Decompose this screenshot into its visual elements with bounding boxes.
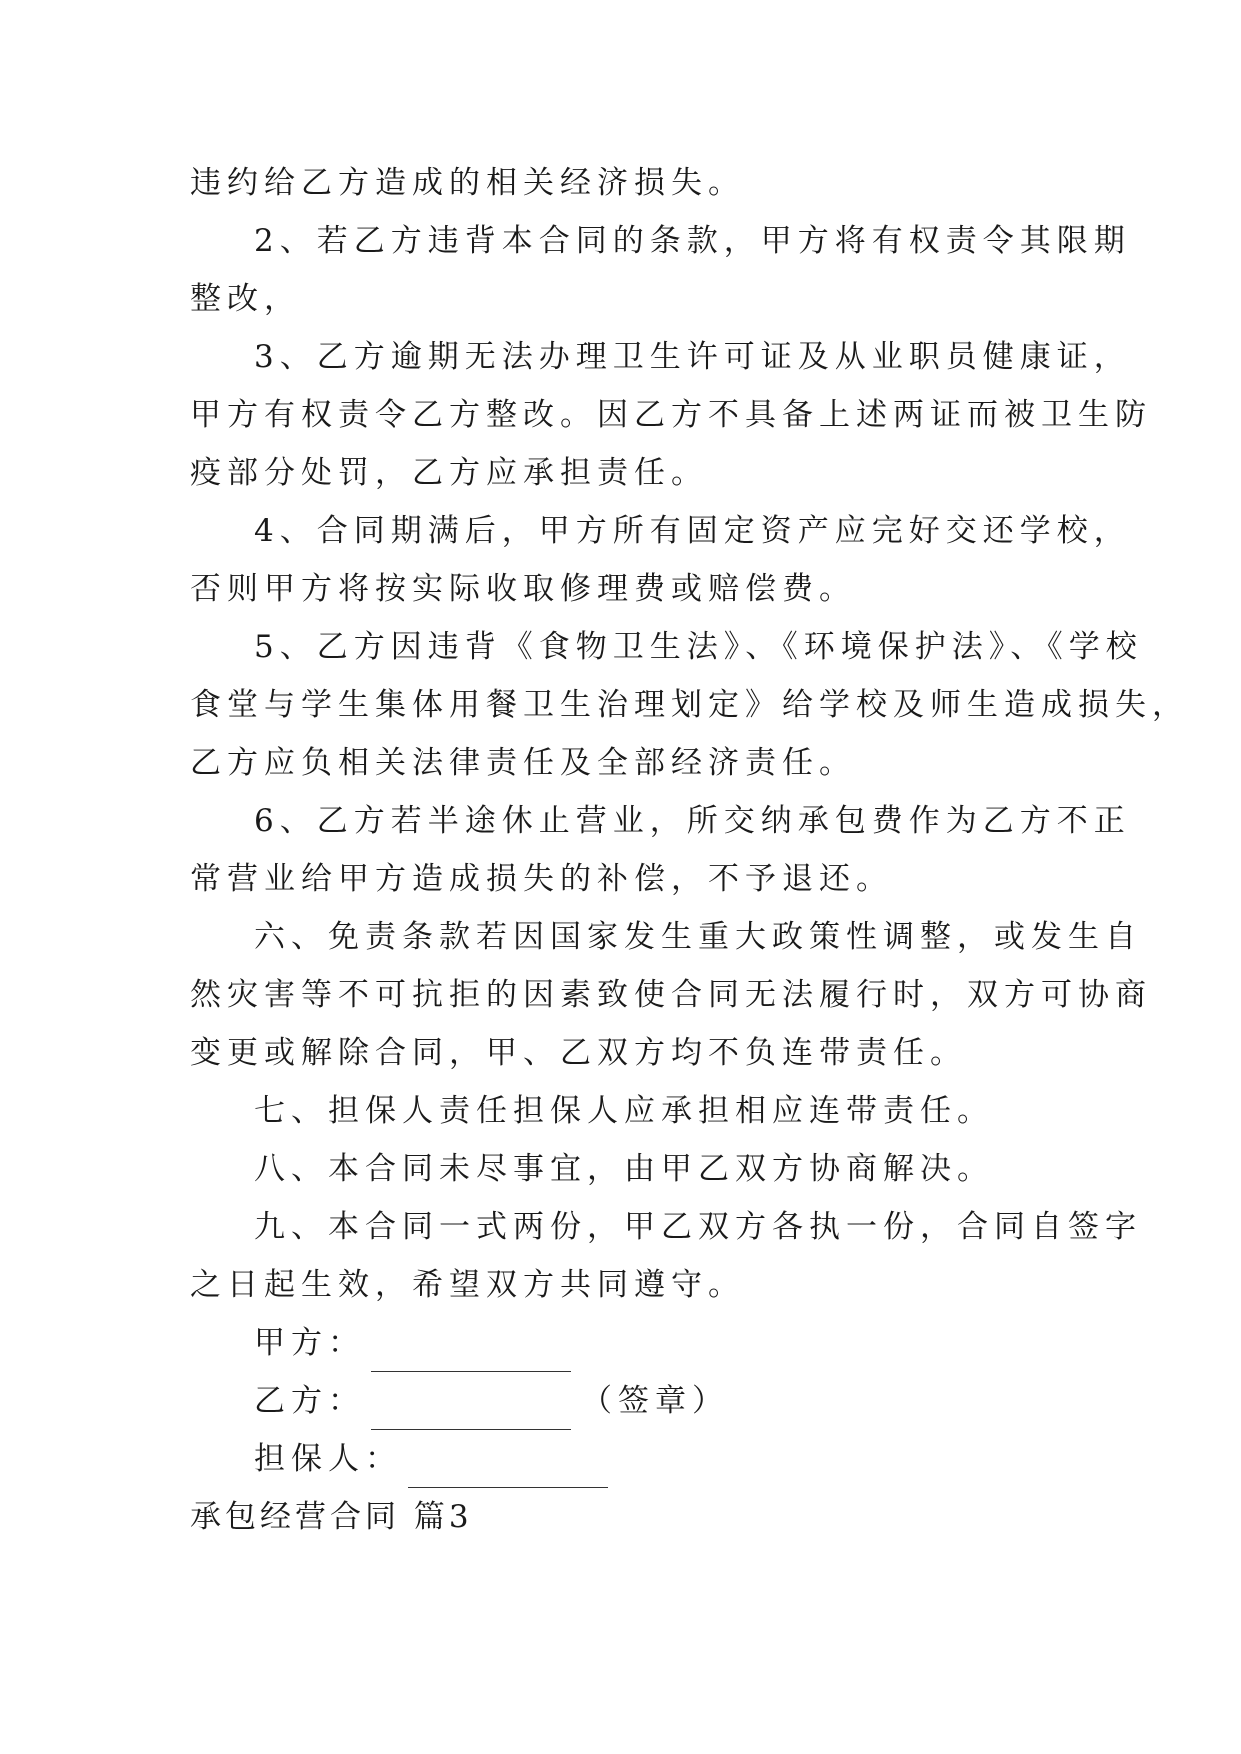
text-line: 之日起生效，希望双方共同遵守。 (190, 1267, 745, 1303)
contract-text (190, 154, 1189, 1314)
text-line: 乙方应负相关法律责任及全部经济责任。 (190, 745, 856, 781)
guarantor-label: 担保人： (254, 1441, 402, 1477)
text-line: 疫部分处罚，乙方应承担责任。 (190, 455, 708, 491)
document-body (190, 154, 1189, 1546)
party-b-signature-blank (371, 1401, 571, 1430)
text-line: 常营业给甲方造成损失的补偿，不予退还。 (190, 861, 893, 897)
party-a-signature-blank (371, 1343, 571, 1372)
party-b-label: 乙方： (254, 1383, 365, 1419)
text-line: 整改， (190, 281, 301, 317)
text-line: 九、本合同一式两份，甲乙双方各执一份，合同自签字 (254, 1209, 1142, 1245)
party-a-label: 甲方： (254, 1325, 365, 1361)
text-line: 八、本合同未尽事宜，由甲乙双方协商解决。 (254, 1151, 994, 1187)
text-line: 违约给乙方造成的相关经济损失。 (190, 165, 745, 201)
text-line: 4、合同期满后，甲方所有固定资产应完好交还学校， (254, 513, 1131, 549)
text-line: 否则甲方将按实际收取修理费或赔偿费。 (190, 571, 856, 607)
text-line: 6、乙方若半途休止营业，所交纳承包费作为乙方不正 (254, 803, 1131, 839)
text-line: 2、若乙方违背本合同的条款，甲方将有权责令其限期 (254, 223, 1131, 259)
next-section-title: 承包经营合同 篇3 (190, 1499, 473, 1535)
text-line: 5、乙方因违背《食物卫生法》、《环境保护法》、《学校 (254, 629, 1143, 665)
text-line: 食堂与学生集体用餐卫生治理划定》给学校及师生造成损失， (190, 687, 1189, 723)
signature-party-b (190, 1372, 1050, 1430)
guarantor-signature-blank (408, 1459, 608, 1488)
text-line: 甲方有权责令乙方整改。因乙方不具备上述两证而被卫生防 (190, 397, 1152, 433)
text-line: 然灾害等不可抗拒的因素致使合同无法履行时，双方可协商 (190, 977, 1152, 1013)
party-b-seal-note: （签章） (581, 1383, 729, 1419)
signature-guarantor (190, 1430, 1050, 1488)
text-line: 3、乙方逾期无法办理卫生许可证及从业职员健康证， (254, 339, 1131, 375)
text-line: 六、免责条款若因国家发生重大政策性调整，或发生自 (254, 919, 1142, 955)
text-line: 七、担保人责任担保人应承担相应连带责任。 (254, 1093, 994, 1129)
signature-party-a (190, 1314, 1050, 1372)
text-line: 变更或解除合同，甲、乙双方均不负连带责任。 (190, 1035, 967, 1071)
